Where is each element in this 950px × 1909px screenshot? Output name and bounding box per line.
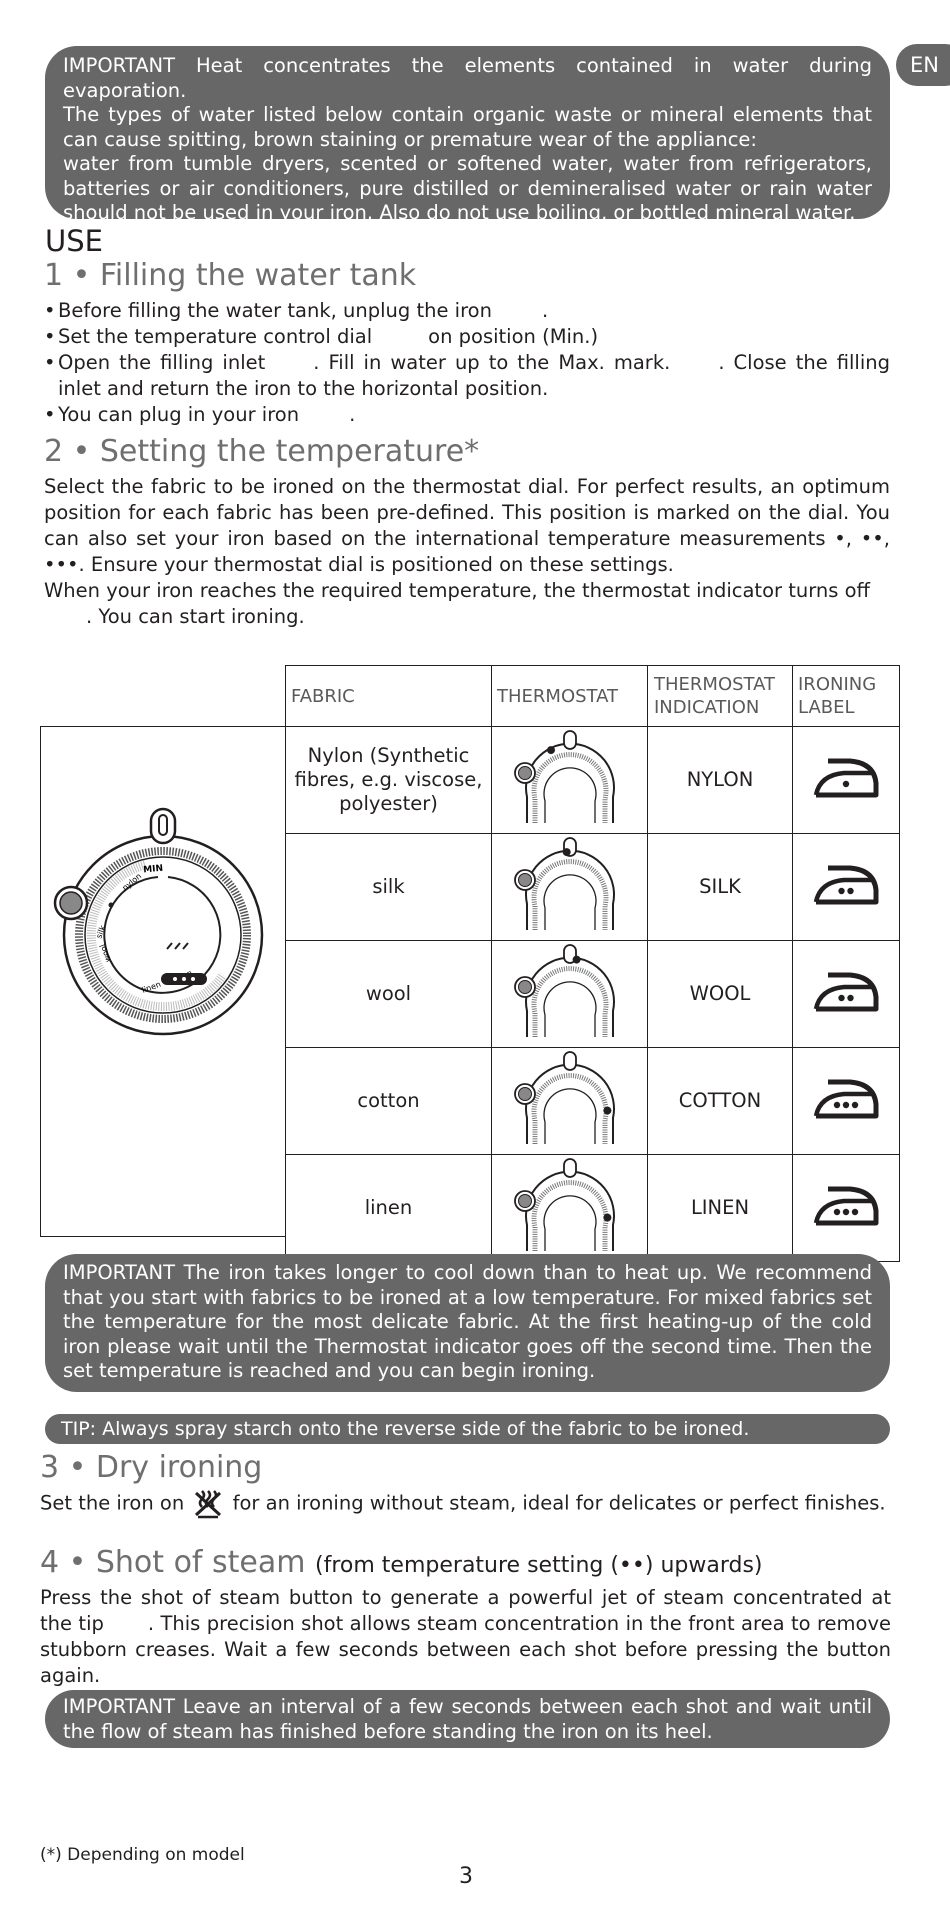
use-heading: USE — [45, 224, 103, 258]
no-steam-icon — [192, 1489, 224, 1519]
section4-text-b: . This precision shot allows steam concentration in the front area to remove stubborn creases. Wait a few seconds between each shot before pressing the button again. — [40, 1612, 891, 1687]
thermostat-cell — [492, 834, 648, 941]
thermostat-small-dial-icon — [505, 1048, 635, 1148]
section3-text-a: Set the iron on — [40, 1491, 185, 1515]
thermostat-small-dial-icon — [505, 834, 635, 934]
section4-title: 4 • Shot of steam — [40, 1545, 306, 1580]
important-notice-cooling — [45, 1254, 890, 1392]
thermostat-small-dial-icon — [505, 941, 635, 1041]
section2-paragraph: When your iron reaches the required temperature, the thermostat indicator turns off . You can start ironing. — [44, 579, 870, 628]
section4-text — [40, 1585, 891, 1689]
filling-steps-list — [44, 298, 890, 428]
important-line: water from tumble dryers, scented or softened water, water from refrigerators, batteries or air conditioners, pure distilled or demineralised water or rain water should not be used in your iron. Also do not use boiling, or bottled mineral water. — [63, 152, 872, 224]
important-notice-water — [45, 46, 890, 224]
indication-cell: SILK — [648, 834, 793, 941]
thermostat-dial-icon — [41, 727, 284, 1236]
important-line: The types of water listed below contain organic waste or mineral elements that can cause spitting, brown staining or premature wear of the appliance: — [63, 103, 872, 151]
table-header: IRONING LABEL — [793, 666, 900, 727]
table-row — [286, 834, 900, 941]
thermostat-small-dial-icon — [505, 1155, 635, 1255]
fabric-cell: linen — [286, 1155, 492, 1262]
thermostat-cell — [492, 1155, 648, 1262]
indication-cell: NYLON — [648, 727, 793, 834]
iron-symbol-icon — [810, 1181, 882, 1229]
ironing-label-cell — [793, 941, 900, 1048]
important-line: IMPORTANT Heat concentrates the elements contained in water during evaporation. — [63, 54, 872, 102]
list-item: • Before filling the water tank, unplug the iron . — [44, 299, 549, 322]
dial-label-silk: silk — [94, 924, 108, 940]
fabric-cell: wool — [286, 941, 492, 1048]
important-notice-steam-interval — [45, 1690, 890, 1748]
footnote: (*) Depending on model — [40, 1845, 245, 1865]
indication-cell: COTTON — [648, 1048, 793, 1155]
table-header: FABRIC — [286, 666, 492, 727]
thermostat-cell — [492, 941, 648, 1048]
table-row — [286, 1155, 900, 1262]
fabric-cell: Nylon (Synthetic fibres, e.g. viscose, polyester) — [286, 727, 492, 834]
dial-label-nylon: nylon — [120, 871, 144, 893]
iron-symbol-icon — [810, 860, 882, 908]
section3-text-b: for an ironing without steam, ideal for delicates or perfect finishes. — [232, 1491, 886, 1515]
section2-title: 2 • Setting the temperature* — [44, 434, 480, 469]
iron-symbol-icon — [810, 753, 882, 801]
important-text: IMPORTANT The iron takes longer to cool down than to heat up. We recommend that you start with fabrics to be ironed at a low temperature. For mixed fabrics set the temperature for the most delicate fabric. At the first heating-up of the cold iron please wait until the Thermostat indicator goes off the second time. Then the set temperature is reached and you can begin ironing. — [63, 1261, 872, 1382]
section2-text — [44, 474, 890, 630]
tip-banner: TIP: Always spray starch onto the reverse side of the fabric to be ironed. — [45, 1414, 890, 1444]
table-row — [286, 727, 900, 834]
indication-cell: WOOL — [648, 941, 793, 1048]
iron-symbol-icon — [810, 1074, 882, 1122]
indication-cell: LINEN — [648, 1155, 793, 1262]
list-item: • Set the temperature control dial on position (Min.) — [44, 325, 599, 348]
dial-label-wool: wool — [98, 942, 113, 964]
thermostat-small-dial-icon — [505, 727, 635, 827]
section3-text — [40, 1489, 900, 1519]
section4-heading — [40, 1545, 763, 1580]
section4-subtitle: (from temperature setting (••) upwards) — [315, 1553, 763, 1578]
section3-title: 3 • Dry ironing — [40, 1450, 263, 1485]
section4-text-a: Press the shot of steam button to generate a powerful jet of steam concentrated at the tip — [40, 1586, 891, 1635]
iron-symbol-icon — [810, 967, 882, 1015]
language-tab: EN — [896, 44, 950, 86]
section1-title: 1 • Filling the water tank — [44, 258, 417, 293]
thermostat-cell — [492, 727, 648, 834]
ironing-label-cell — [793, 834, 900, 941]
ironing-label-cell — [793, 727, 900, 834]
important-text: IMPORTANT Leave an interval of a few seconds between each shot and wait until the flow of steam has finished before standing the iron on its heel. — [63, 1695, 872, 1743]
large-dial-panel — [40, 726, 285, 1237]
table-row — [286, 1048, 900, 1155]
table-row — [286, 941, 900, 1048]
section2-paragraph: Select the fabric to be ironed on the thermostat dial. For perfect results, an optimum position for each fabric has been pre-defined. This position is marked on the dial. You can also set your iron based on the international temperature measurements •, ••, •••. Ensure your thermostat dial is positioned on these settings. — [44, 475, 890, 576]
list-item: • Open the filling inlet . Fill in water up to the Max. mark. . Close the filling inlet and return the iron to the horizontal position. — [44, 351, 890, 400]
table-header: THERMOSTAT INDICATION — [648, 666, 793, 727]
page-number: 3 — [459, 1864, 473, 1889]
fabric-cell: silk — [286, 834, 492, 941]
list-item: • You can plug in your iron . — [44, 403, 356, 426]
fabric-temperature-table — [285, 665, 900, 1262]
thermostat-cell — [492, 1048, 648, 1155]
table-header: THERMOSTAT — [492, 666, 648, 727]
dial-label-cotton: linen — [140, 979, 163, 995]
ironing-label-cell — [793, 1155, 900, 1262]
dial-label-min: MIN — [142, 863, 164, 876]
fabric-cell: cotton — [286, 1048, 492, 1155]
ironing-label-cell — [793, 1048, 900, 1155]
